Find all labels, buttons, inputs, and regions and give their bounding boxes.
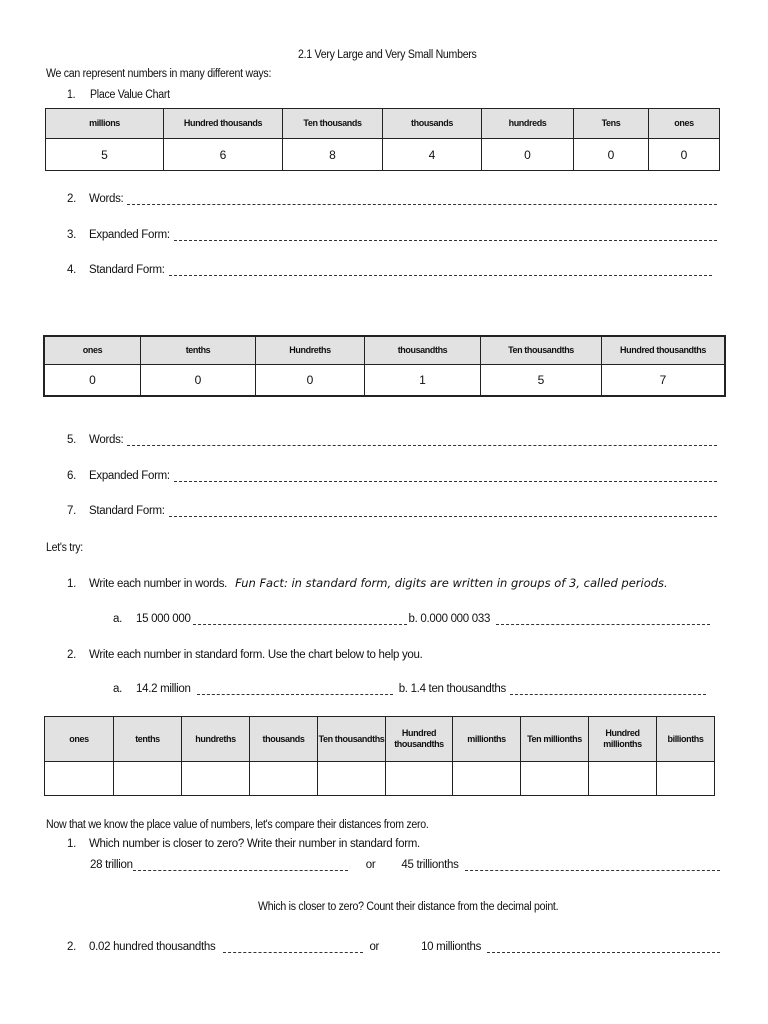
table-cell: 5 (481, 364, 602, 396)
table-header: tenths (114, 717, 182, 762)
table-header: ones (649, 109, 720, 139)
question-1-answers: a. 15 000 000 b. 0.000 000 033 (113, 613, 710, 625)
question-1: 1. Write each number in words. Fun Fact: in standard form, digits are written in groups of 3, called periods. (67, 576, 668, 590)
table-header: Ten thousands (283, 109, 383, 139)
blank-cell[interactable] (657, 762, 715, 796)
standard-form-prompt: 4. Standard Form: (67, 264, 712, 276)
answer-line[interactable] (197, 685, 393, 695)
answer-line[interactable] (133, 861, 348, 871)
blank-cell[interactable] (589, 762, 657, 796)
table-cell: 7 (602, 364, 726, 396)
table-cell: 0 (256, 364, 365, 396)
table-header: thousands (383, 109, 482, 139)
blank-cell[interactable] (386, 762, 453, 796)
answer-line[interactable] (174, 231, 717, 241)
answer-line[interactable] (496, 615, 710, 625)
blank-cell[interactable] (182, 762, 250, 796)
table-header: Ten millionths (521, 717, 589, 762)
table-header: ones (44, 336, 141, 364)
answer-line[interactable] (487, 943, 720, 953)
expanded-form-prompt-2: 6. Expanded Form: (67, 470, 717, 482)
table-cell: 0 (44, 364, 141, 396)
table-cell: 1 (365, 364, 481, 396)
table-header: millions (46, 109, 164, 139)
table-header: Ten thousandths (318, 717, 386, 762)
table-header: tenths (141, 336, 256, 364)
blank-cell[interactable] (318, 762, 386, 796)
table-header: ones (45, 717, 114, 762)
blank-cell[interactable] (45, 762, 114, 796)
answer-line[interactable] (169, 507, 717, 517)
compare-intro: Now that we know the place value of numbers, let's compare their distances from zero. (46, 819, 429, 831)
table-header: thousands (250, 717, 318, 762)
table-header: Hundred thousandths (386, 717, 453, 762)
lets-try-heading: Let's try: (46, 542, 83, 554)
table-header: Hundred millionths (589, 717, 657, 762)
answer-line[interactable] (223, 943, 363, 953)
table-cell: 6 (164, 139, 283, 171)
table-cell: 0 (482, 139, 574, 171)
place-value-table-large (45, 108, 720, 171)
table-header: hundreths (182, 717, 250, 762)
blank-cell[interactable] (521, 762, 589, 796)
place-value-helper-table (44, 716, 715, 796)
expanded-form-prompt: 3. Expanded Form: (67, 229, 717, 241)
table-header: Hundred thousandths (602, 336, 726, 364)
answer-line[interactable] (510, 685, 706, 695)
table-header: Ten thousandths (481, 336, 602, 364)
table-cell: 5 (46, 139, 164, 171)
table-header: hundreds (482, 109, 574, 139)
table-header: millionths (453, 717, 521, 762)
answer-line[interactable] (174, 472, 717, 482)
section1-num: 1. (67, 89, 76, 101)
answer-line[interactable] (193, 615, 407, 625)
compare-question-2: 2. 0.02 hundred thousandths or 10 millionths (67, 941, 720, 953)
blank-cell[interactable] (453, 762, 521, 796)
answer-line[interactable] (127, 195, 717, 205)
answer-line[interactable] (465, 861, 720, 871)
table-header: Hundred thousands (164, 109, 283, 139)
table-header: Tens (574, 109, 649, 139)
question-2: 2. Write each number in standard form. Use the chart below to help you. (67, 649, 423, 661)
compare-question-1: 1. Which number is closer to zero? Write their number in standard form. (67, 838, 420, 850)
table-cell: 8 (283, 139, 383, 171)
blank-cell[interactable] (250, 762, 318, 796)
answer-line[interactable] (127, 436, 717, 446)
table-header: thousandths (365, 336, 481, 364)
compare-question-1-answers: 28 trillion or 45 trillionths (90, 859, 720, 871)
section1-label: Place Value Chart (90, 89, 170, 101)
place-value-table-small (43, 335, 726, 397)
fun-fact: Fun Fact: in standard form, digits are written in groups of 3, called periods. (235, 576, 668, 590)
page-title: 2.1 Very Large and Very Small Numbers (298, 49, 477, 61)
standard-form-prompt-2: 7. Standard Form: (67, 505, 717, 517)
table-cell: 0 (574, 139, 649, 171)
table-cell: 0 (649, 139, 720, 171)
words-prompt-2: 5. Words: (67, 434, 717, 446)
words-prompt: 2. Words: (67, 193, 717, 205)
compare-center-instruction: Which is closer to zero? Count their distance from the decimal point. (258, 901, 559, 913)
blank-cell[interactable] (114, 762, 182, 796)
table-cell: 4 (383, 139, 482, 171)
table-header: Hundreths (256, 336, 365, 364)
intro-text: We can represent numbers in many different ways: (46, 68, 272, 80)
table-cell: 0 (141, 364, 256, 396)
table-header: billionths (657, 717, 715, 762)
question-2-answers: a. 14.2 million b. 1.4 ten thousandths (113, 683, 706, 695)
answer-line[interactable] (169, 266, 712, 276)
